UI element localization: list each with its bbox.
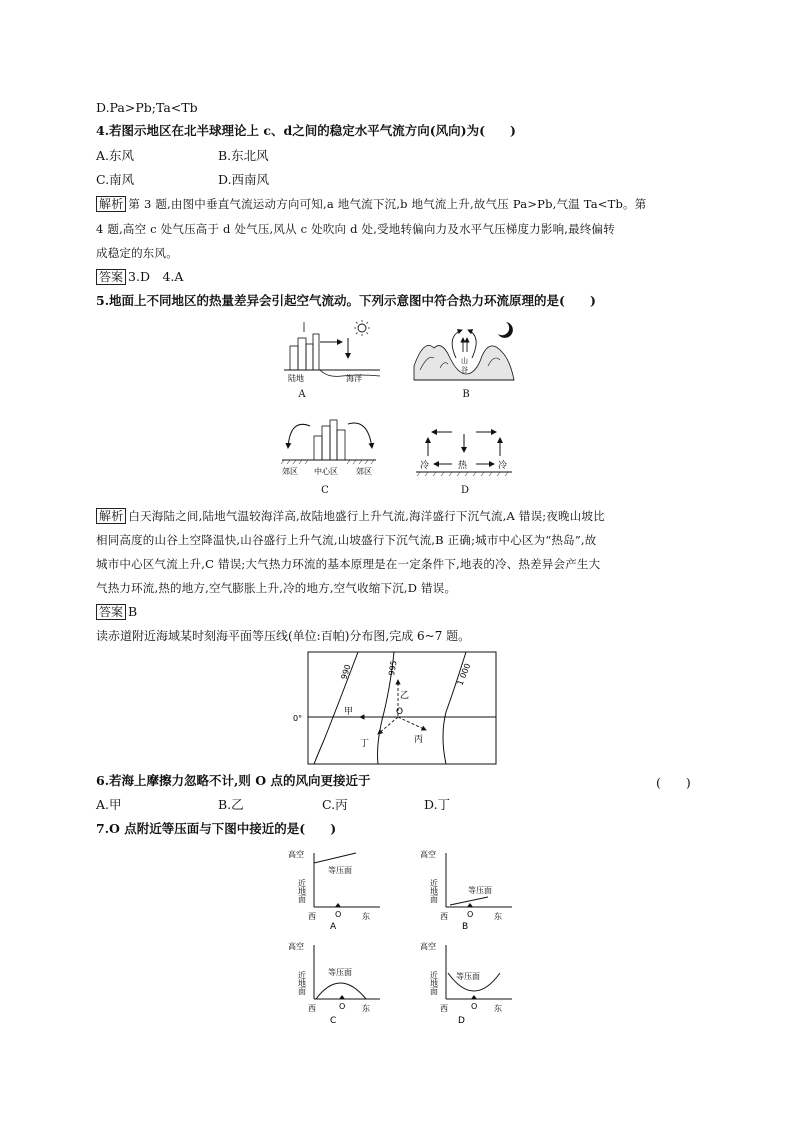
direction-ding: 丁	[360, 739, 370, 749]
cold-right-label: 冷	[498, 461, 508, 471]
land-label: 陆地	[288, 374, 304, 383]
q7-fig-label-a: A	[330, 922, 337, 931]
isobar-995: 995	[387, 659, 399, 677]
q5-fig-label-c: C	[321, 485, 329, 496]
svg-text:O: O	[471, 1002, 478, 1011]
q7-stem: 7.O 点附近等压面与下图中接近的是( )	[96, 821, 337, 836]
answer-1: 答案 3.D 4.A	[96, 269, 183, 285]
svg-text:O: O	[335, 910, 342, 919]
q4-option-b: B.东北风	[218, 148, 269, 163]
isobar-map	[290, 650, 500, 766]
q4-option-d: D.西南风	[218, 172, 270, 187]
q7-fig-label-d: D	[458, 1016, 465, 1025]
svg-text:东: 东	[494, 1004, 502, 1013]
suburb-left-label: 郊区	[282, 467, 298, 476]
svg-text:东: 东	[494, 912, 502, 921]
analysis-2-line-2: 相同高度的山谷上空降温快,山谷盛行上升气流,山坡盛行下沉气流,B 正确;城市中心区为“热岛”,故	[96, 533, 597, 547]
valley-label: 谷	[461, 366, 468, 374]
analysis-1-line-2: 4 题,高空 c 处气压高于 d 处气压,风从 c 处吹向 d 处,受地转偏向力及水平气压梯度力影响,最终偏转	[96, 222, 615, 236]
equator-label: 0°	[293, 714, 303, 723]
svg-text:东: 东	[362, 912, 370, 921]
analysis-2-line-1: 解析 白天海陆之间,陆地气温较海洋高,故陆地盛行上升气流,海洋盛行下沉气流,A 错误;夜晚山坡比	[96, 508, 706, 524]
svg-text:高空: 高空	[420, 850, 436, 859]
suburb-right-label: 郊区	[356, 467, 372, 476]
q3-option-d: D.Pa>Pb;Ta<Tb	[96, 100, 198, 115]
q5-figure-b	[410, 318, 520, 384]
svg-text:高空: 高空	[288, 850, 304, 859]
q4-option-c: C.南风	[96, 172, 135, 187]
center-label: 中心区	[314, 467, 338, 476]
mountain-label: 山	[461, 357, 468, 365]
isobar-990: 990	[339, 663, 353, 681]
svg-text:近地面: 近地面	[429, 879, 439, 903]
svg-text:等压面: 等压面	[468, 886, 492, 895]
q5-figure-c	[280, 406, 380, 478]
q5-stem: 5.地面上不同地区的热量差异会引起空气流动。下列示意图中符合热力环流原理的是( )	[96, 293, 596, 308]
q5-figure-d	[414, 422, 514, 478]
q6-option-a: A.甲	[96, 797, 122, 812]
q7-figure-b	[416, 845, 516, 931]
q6-stem: 6.若海上摩擦力忽略不计,则 O 点的风向更接近于	[96, 773, 371, 788]
q7-fig-label-c: C	[330, 1016, 337, 1025]
analysis-1-line-3: 成稳定的东风。	[96, 246, 178, 260]
q7-figure-a	[284, 845, 384, 931]
answer-2: 答案 B	[96, 604, 137, 620]
q6-option-c: C.丙	[322, 797, 348, 812]
svg-text:等压面: 等压面	[328, 968, 352, 977]
svg-text:东: 东	[362, 1004, 370, 1013]
answer-tag: 答案	[96, 269, 126, 285]
svg-text:西: 西	[440, 912, 448, 921]
svg-text:高空: 高空	[420, 942, 436, 951]
answer-tag: 答案	[96, 604, 126, 620]
sea-label: 海洋	[346, 374, 362, 383]
q5-fig-label-b: B	[462, 389, 470, 400]
cold-left-label: 冷	[420, 461, 430, 471]
svg-text:近地面: 近地面	[297, 971, 307, 995]
q5-fig-label-d: D	[460, 485, 470, 496]
q6-paren: ( )	[656, 775, 691, 790]
q7-fig-label-b: B	[462, 922, 469, 931]
q6-option-b: B.乙	[218, 797, 244, 812]
intro-6-7: 读赤道附近海域某时刻海平面等压线(单位:百帕)分布图,完成 6~7 题。	[96, 629, 471, 643]
q4-option-a: A.东风	[96, 148, 135, 163]
analysis-2-line-3: 城市中心区气流上升,C 错误;大气热力环流的基本原理是在一定条件下,地表的冷、热差异会产生大	[96, 557, 601, 571]
svg-text:西: 西	[308, 1004, 316, 1013]
svg-text:西: 西	[308, 912, 316, 921]
svg-text:近地面: 近地面	[429, 971, 439, 995]
q7-figure-c	[284, 937, 384, 1025]
analysis-tag: 解析	[96, 196, 126, 212]
hot-label: 热	[458, 461, 468, 471]
point-o: O	[396, 707, 404, 717]
q7-figure-d	[416, 937, 516, 1025]
q5-figure-a	[280, 318, 390, 384]
analysis-1-line-1: 解析 第 3 题,由图中垂直气流运动方向可知,a 地气流下沉,b 地气流上升,故气压 Pa>Pb,气温 Ta<Tb。第	[96, 196, 706, 212]
direction-yi: 乙	[400, 691, 410, 701]
svg-text:等压面: 等压面	[456, 972, 480, 981]
direction-jia: 甲	[344, 707, 354, 717]
analysis-tag: 解析	[96, 508, 126, 524]
q4-stem: 4.若图示地区在北半球理论上 c、d之间的稳定水平气流方向(风向)为( )	[96, 123, 516, 138]
q5-fig-label-a: A	[298, 389, 306, 400]
direction-bing: 丙	[414, 735, 424, 745]
q6-option-d: D.丁	[424, 797, 451, 812]
svg-text:近地面: 近地面	[297, 879, 307, 903]
svg-text:西: 西	[440, 1004, 448, 1013]
svg-text:等压面: 等压面	[328, 866, 352, 875]
svg-text:O: O	[467, 910, 474, 919]
isobar-1000: 1 000	[455, 662, 473, 687]
svg-text:O: O	[339, 1002, 346, 1011]
analysis-2-line-4: 气热力环流,热的地方,空气膨胀上升,冷的地方,空气收缩下沉,D 错误。	[96, 581, 457, 595]
svg-text:高空: 高空	[288, 942, 304, 951]
